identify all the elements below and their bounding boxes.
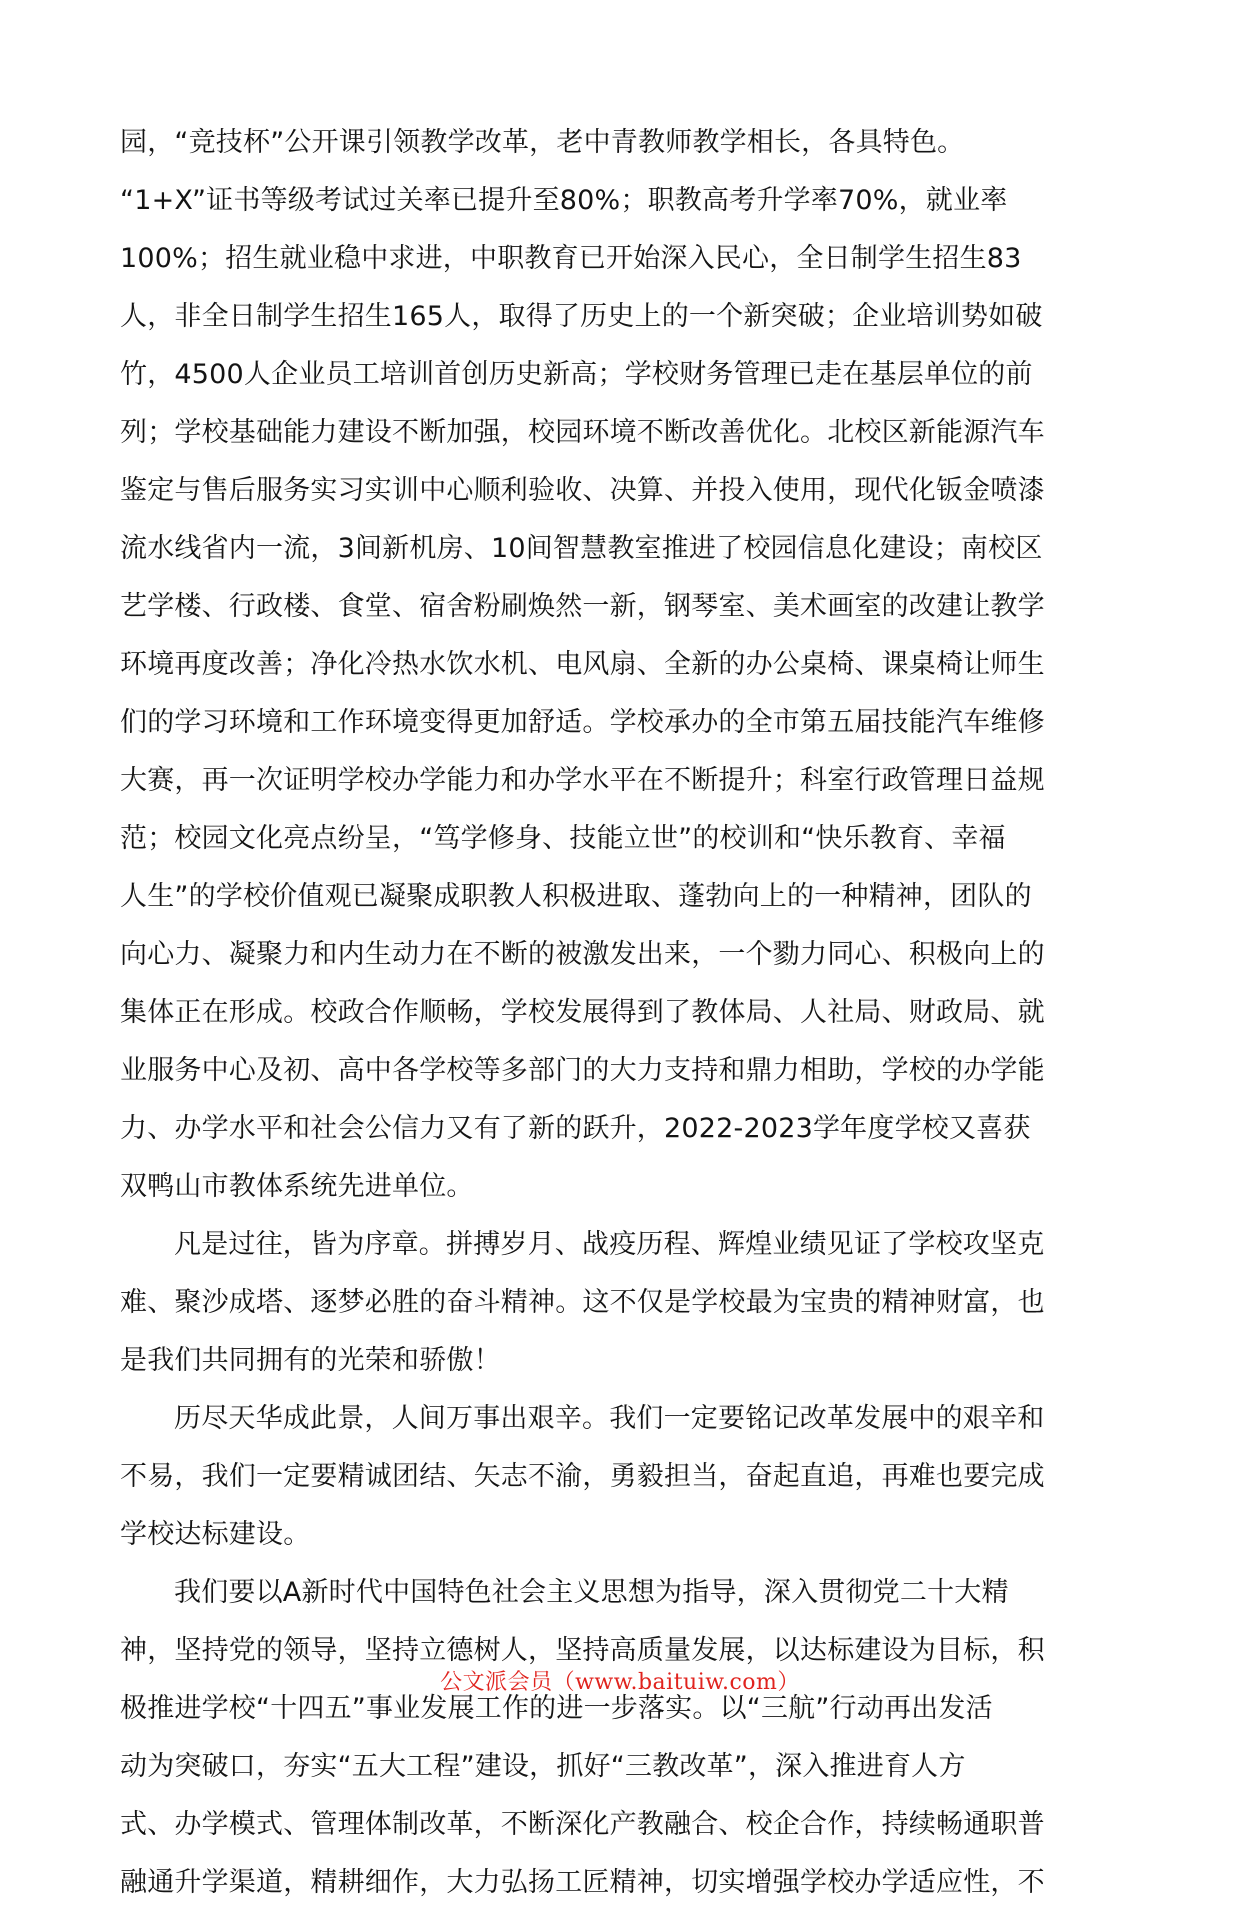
text-line: 范；校园文化亮点纷呈，“笃学修身、技能立世”的校训和“快乐教育、幸福 [120, 823, 1006, 854]
text-line: 大赛，再一次证明学校办学能力和办学水平在不断提升；科室行政管理日益规 [120, 765, 1045, 796]
text-line: 业服务中心及初、高中各学校等多部门的大力支持和鼎力相助，学校的办学能 [120, 1055, 1045, 1086]
text-line: 艺学楼、行政楼、食堂、宿舍粉刷焕然一新，钢琴室、美术画室的改建让教学 [120, 591, 1045, 622]
text-line: 人生”的学校价值观已凝聚成职教人积极进取、蓬勃向上的一种精神，团队的 [120, 881, 1032, 912]
text-line: 们的学习环境和工作环境变得更加舒适。学校承办的全市第五届技能汽车维修 [120, 707, 1045, 738]
text-line: 流水线省内一流，3间新机房、10间智慧教室推进了校园信息化建设；南校区 [120, 533, 1043, 564]
text-line: 历尽天华成此景，人间万事出艰辛。我们一定要铭记改革发展中的艰辛和 [174, 1403, 1045, 1434]
text-line: 鉴定与售后服务实习实训中心顺利验收、决算、并投入使用，现代化钣金喷漆 [120, 475, 1045, 506]
text-line: 融通升学渠道，精耕细作，大力弘扬工匠精神，切实增强学校办学适应性，不 [120, 1867, 1045, 1898]
text-line: 向心力、凝聚力和内生动力在不断的被激发出来，一个勠力同心、积极向上的 [120, 939, 1045, 970]
text-line: 式、办学模式、管理体制改革，不断深化产教融合、校企合作，持续畅通职普 [120, 1809, 1045, 1840]
text-line: “1+X”证书等级考试过关率已提升至80%；职教高考升学率70%，就业率 [120, 185, 1008, 216]
text-line: 神，坚持党的领导，坚持立德树人，坚持高质量发展，以达标建设为目标，积 [120, 1635, 1045, 1666]
text-line: 不易，我们一定要精诚团结、矢志不渝，勇毅担当，奋起直追，再难也要完成 [120, 1461, 1045, 1492]
text-line: 动为突破口，夯实“五大工程”建设，抓好“三教改革”，深入推进育人方 [120, 1751, 966, 1782]
document-body [120, 114, 1120, 1912]
text-line: 100%；招生就业稳中求进，中职教育已开始深入民心，全日制学生招生83 [120, 243, 1022, 274]
text-line: 力、办学水平和社会公信力又有了新的跃升，2022-2023学年度学校又喜获 [120, 1113, 1031, 1144]
text-line: 园，“竞技杯”公开课引领教学改革，老中青教师教学相长，各具特色。 [120, 127, 965, 158]
text-line: 双鸭山市教体系统先进单位。 [120, 1171, 474, 1202]
text-line: 集体正在形成。校政合作顺畅，学校发展得到了教体局、人社局、财政局、就 [120, 997, 1045, 1028]
paragraph-5 [120, 1564, 1120, 1912]
text-line: 极推进学校“十四五”事业发展工作的进一步落实。以“三航”行动再出发活 [120, 1693, 993, 1724]
text-line: 竹，4500人企业员工培训首创历史新高；学校财务管理已走在基层单位的前 [120, 359, 1033, 390]
text-line: 我们要以A新时代中国特色社会主义思想为指导，深入贯彻党二十大精 [174, 1577, 1009, 1608]
text-line: 难、聚沙成塔、逐梦必胜的奋斗精神。这不仅是学校最为宝贵的精神财富，也 [120, 1287, 1045, 1318]
text-line: 环境再度改善；净化冷热水饮水机、电风扇、全新的办公桌椅、课桌椅让师生 [120, 649, 1045, 680]
footer-watermark: 公文派会员（www.baituiw.com） [440, 1670, 800, 1695]
paragraph-2 [120, 172, 1120, 1216]
paragraph-1 [120, 114, 1120, 172]
text-line: 人，非全日制学生招生165人，取得了历史上的一个新突破；企业培训势如破 [120, 301, 1043, 332]
text-line: 凡是过往，皆为序章。拼搏岁月、战疫历程、辉煌业绩见证了学校攻坚克 [174, 1229, 1045, 1260]
text-line: 是我们共同拥有的光荣和骄傲！ [120, 1345, 501, 1376]
text-line: 学校达标建设。 [120, 1519, 311, 1550]
paragraph-4 [120, 1390, 1120, 1564]
text-line: 列；学校基础能力建设不断加强，校园环境不断改善优化。北校区新能源汽车 [120, 417, 1045, 448]
paragraph-3 [120, 1216, 1120, 1390]
